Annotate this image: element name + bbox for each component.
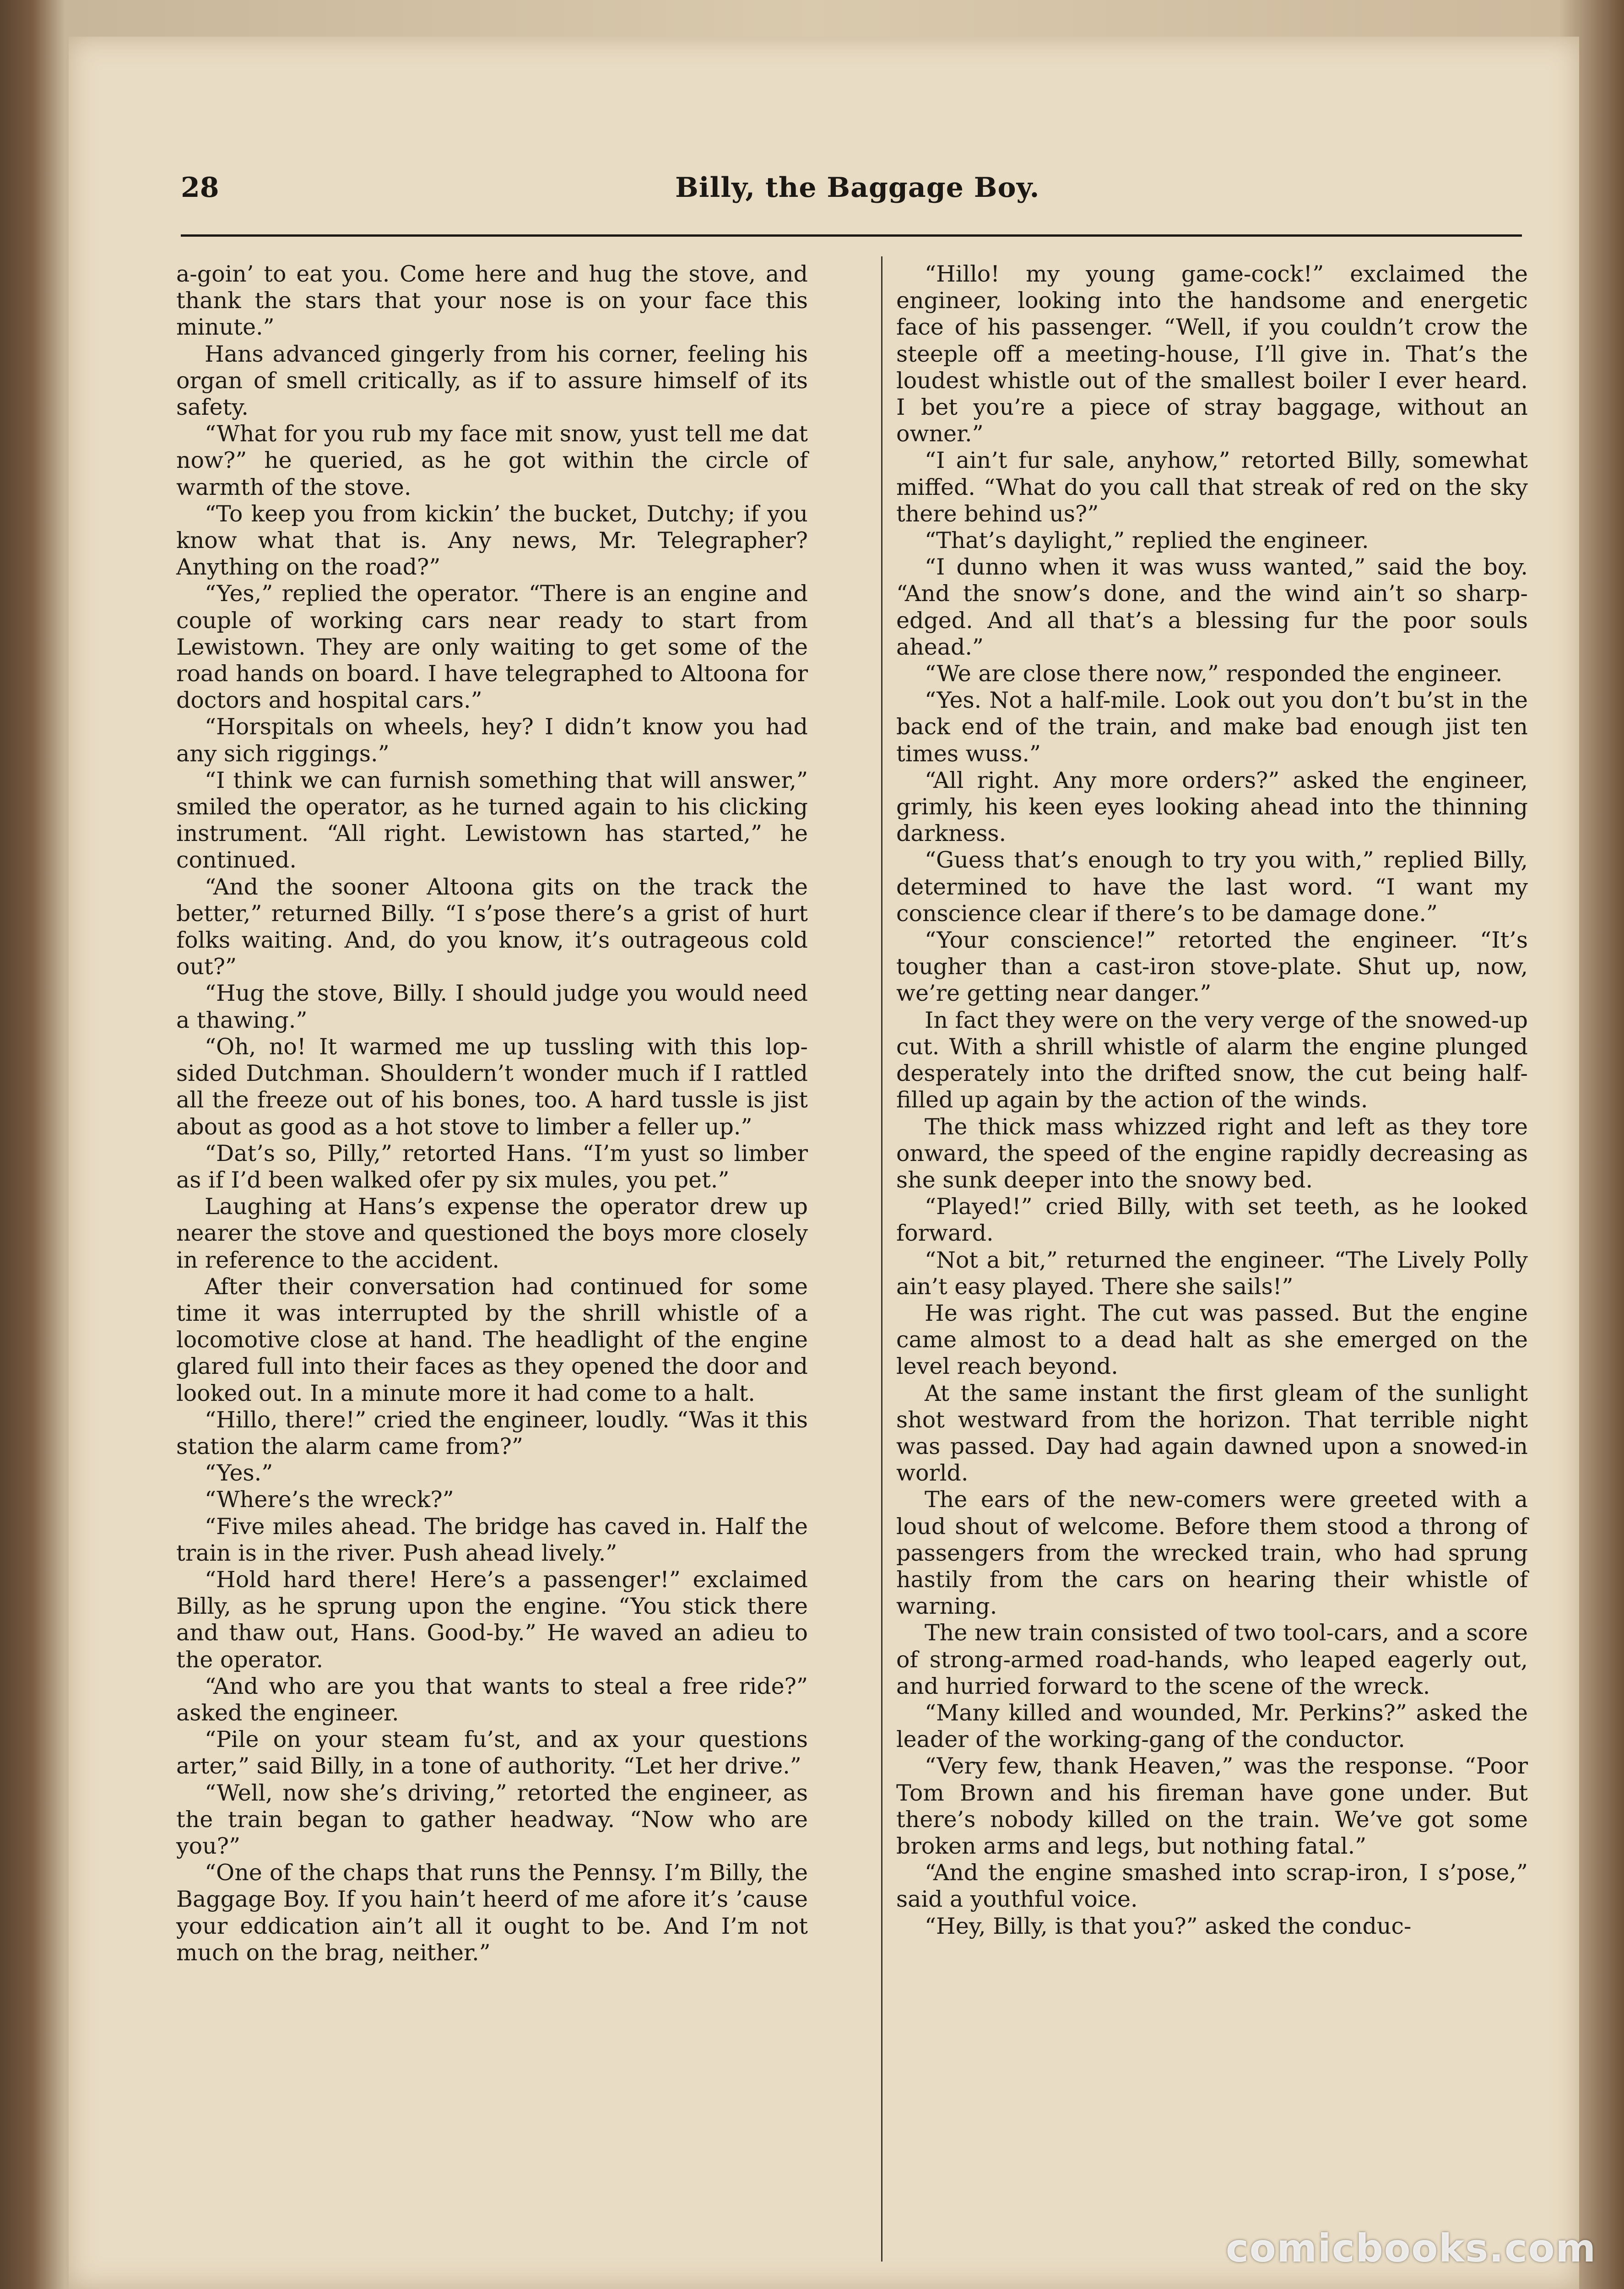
paragraph: “Where’s the wreck?”: [205, 1486, 454, 1513]
paragraph: “We are close there now,” responded the engineer.: [925, 661, 1503, 687]
paragraph: “I dunno when it was wuss wanted,” said the boy. “And the snow’s done, and the wind ain’t so sharp-edged. And all that’s a blessing fur the poor souls ahead.”: [896, 554, 1528, 660]
paragraph: “Many killed and wounded, Mr. Perkins?” asked the leader of the working-gang of the conductor.: [896, 1699, 1528, 1753]
paragraph: “Hey, Billy, is that you?” asked the conduc-: [925, 1913, 1412, 1939]
paragraph: “I think we can furnish something that will answer,” smiled the operator, as he turned again to his clicking instrument. “All right. Lewistown has started,” he continued.: [176, 767, 808, 873]
paragraph: He was right. The cut was passed. But the engine came almost to a dead halt as she emerged on the level reach beyond.: [896, 1300, 1528, 1380]
paragraph: “Very few, thank Heaven,” was the response. “Poor Tom Brown and his fireman have gone under. But there’s nobody killed on the train. We’ve got some broken arms and legs, but nothing fatal.”: [896, 1753, 1528, 1859]
paragraph: “Yes. Not a half-mile. Look out you don’t bu’st in the back end of the train, and make bad enough jist ten times wuss.”: [896, 687, 1528, 767]
paragraph: “And who are you that wants to steal a free ride?” asked the engineer.: [176, 1673, 808, 1726]
site-watermark: comicbooks.com: [1226, 2226, 1597, 2271]
paragraph: “Oh, no! It warmed me up tussling with this lop-sided Dutchman. Shouldern’t wonder much if I rattled all the freeze out of his bones, too. A hard tussle is jist about as good as a hot stove to limber a feller up.”: [176, 1033, 808, 1140]
paragraph: “Five miles ahead. The bridge has caved in. Half the train is in the river. Push ahead lively.”: [176, 1513, 808, 1566]
paragraph: “What for you rub my face mit snow, yust tell me dat now?” he queried, as he got within the circle of warmth of the stove.: [176, 421, 808, 500]
paragraph: “Pile on your steam fu’st, and ax your questions arter,” said Billy, in a tone of authority. “Let her drive.”: [176, 1726, 808, 1779]
paragraph: Laughing at Hans’s expense the operator drew up nearer the stove and questioned the boys more closely in reference to the accident.: [176, 1193, 808, 1273]
paragraph: “All right. Any more orders?” asked the engineer, grimly, his keen eyes looking ahead into the thinning darkness.: [896, 767, 1528, 847]
paragraph: “One of the chaps that runs the Pennsy. I’m Billy, the Baggage Boy. If you hain’t heerd of me afore it’s ’cause your eddication ain’t all it ought to be. And I’m not much on the brag, neither.”: [176, 1860, 808, 1966]
paragraph: “Your conscience!” retorted the engineer. “It’s tougher than a cast-iron stove-plate. Shut up, now, we’re getting near danger.”: [896, 927, 1528, 1007]
paragraph: After their conversation had continued for some time it was interrupted by the shrill whistle of a locomotive close at hand. The headlight of the engine glared full into their faces as they opened the door and looked out. In a minute more it had come to a halt.: [176, 1273, 808, 1406]
paragraph: “Yes.”: [205, 1460, 273, 1486]
paragraph: “To keep you from kickin’ the bucket, Dutchy; if you know what that is. Any news, Mr. Telegrapher? Anything on the road?”: [176, 500, 808, 580]
column-divider: [881, 256, 882, 2262]
paragraph: “Hillo, there!” cried the engineer, loudly. “Was it this station the alarm came from?”: [176, 1406, 808, 1459]
paragraph: The new train consisted of two tool-cars, and a score of strong-armed road-hands, who leaped eagerly out, and hurried forward to the scene of the wreck.: [896, 1620, 1528, 1699]
book-title: Billy, the Baggage Boy.: [675, 172, 1040, 204]
paragraph: At the same instant the first gleam of the sunlight shot westward from the horizon. That terrible night was passed. Day had again dawned upon a snowed-in world.: [896, 1380, 1528, 1486]
paragraph: The thick mass whizzed right and left as they tore onward, the speed of the engine rapidly decreasing as she sunk deeper into the snowy bed.: [896, 1113, 1528, 1193]
paragraph: “Played!” cried Billy, with set teeth, as he looked forward.: [896, 1193, 1528, 1247]
paragraph: “Hillo! my young game-cock!” exclaimed the engineer, looking into the handsome and energetic face of his passenger. “Well, if you couldn’t crow the steeple off a meeting-house, I’ll give in. That’s the loudest whistle out of the smallest boiler I ever heard. I bet you’re a piece of stray baggage, without an owner.”: [896, 261, 1528, 447]
paragraph: “That’s daylight,” replied the engineer.: [925, 527, 1369, 554]
page-number: 28: [181, 172, 219, 204]
paragraph: “Horspitals on wheels, hey? I didn’t know you had any sich riggings.”: [176, 714, 808, 767]
paragraph: “Well, now she’s driving,” retorted the engineer, as the train began to gather headway. “Now who are you?”: [176, 1779, 808, 1859]
paragraph: “Dat’s so, Pilly,” retorted Hans. “I’m yust so limber as if I’d been walked ofer py six mules, you pet.”: [176, 1140, 808, 1193]
paragraph: The ears of the new-comers were greeted with a loud shout of welcome. Before them stood a throng of passengers from the wrecked train, who had sprung hastily from the cars on hearing their whistle of warning.: [896, 1486, 1528, 1620]
running-head: [181, 146, 1522, 215]
right-column: [896, 261, 1528, 1940]
paragraph: “Not a bit,” returned the engineer. “The Lively Polly ain’t easy played. There she sails!”: [896, 1247, 1528, 1300]
paragraph: Hans advanced gingerly from his corner, feeling his organ of smell critically, as if to assure himself of its safety.: [176, 341, 808, 421]
paragraph: “And the engine smashed into scrap-iron, I s’pose,” said a youthful voice.: [896, 1860, 1528, 1913]
left-column: [176, 261, 808, 1966]
paragraph: “Guess that’s enough to try you with,” replied Billy, determined to have the last word. “I want my conscience clear if there’s to be damage done.”: [896, 847, 1528, 927]
paragraph: In fact they were on the very verge of the snowed-up cut. With a shrill whistle of alarm the engine plunged desperately into the drifted snow, the cut being half-filled up again by the action of the winds.: [896, 1007, 1528, 1113]
paragraph: “Hold hard there! Here’s a passenger!” exclaimed Billy, as he sprung upon the engine. “You stick there and thaw out, Hans. Good-by.” He waved an adieu to the operator.: [176, 1566, 808, 1673]
paragraph: “And the sooner Altoona gits on the track the better,” returned Billy. “I s’pose there’s a grist of hurt folks waiting. And, do you know, it’s outrageous cold out?”: [176, 873, 808, 980]
paragraph: a-goin’ to eat you. Come here and hug the stove, and thank the stars that your nose is on your face this minute.”: [176, 261, 808, 341]
paragraph: “Yes,” replied the operator. “There is an engine and couple of working cars near ready to start from Lewistown. They are only waiting to get some of the road hands on board. I have telegraphed to Altoona for doctors and hospital cars.”: [176, 580, 808, 714]
paragraph: “Hug the stove, Billy. I should judge you would need a thawing.”: [176, 980, 808, 1033]
header-rule: [181, 234, 1522, 237]
paragraph: “I ain’t fur sale, anyhow,” retorted Billy, somewhat miffed. “What do you call that streak of red on the sky there behind us?”: [896, 447, 1528, 527]
